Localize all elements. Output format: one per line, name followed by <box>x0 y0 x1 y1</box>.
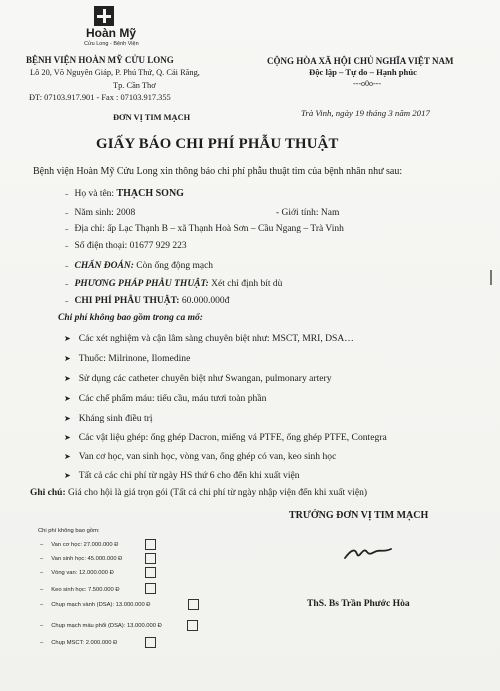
price-list-item: – Chụp mạch máu phổi (DSA): 13.000.000 Đ <box>40 623 162 629</box>
bullet-dash-icon: – <box>65 242 69 250</box>
price-checkbox[interactable] <box>187 620 198 631</box>
hospital-address-line1: Lô 20, Võ Nguyên Giáp, P. Phú Thứ, Q. Cái Răng, <box>30 68 200 77</box>
price-checkbox[interactable] <box>145 637 156 648</box>
method-row <box>65 279 282 289</box>
bullet-dash-icon: – <box>65 262 69 270</box>
patient-name-label: Họ và tên: <box>74 189 115 199</box>
excluded-item: ➤ Các chế phẩm máu: tiểu cầu, máu tươi toàn phần <box>64 393 267 404</box>
hospital-logo-icon <box>94 6 114 26</box>
patient-birth: Năm sinh: 2008 <box>74 208 136 218</box>
arrow-bullet-icon: ➤ <box>64 374 71 383</box>
excluded-item: ➤ Sử dụng các catheter chuyên biệt như Swangan, pulmonary artery <box>64 373 332 384</box>
patient-name-value: THẠCH SONG <box>116 188 184 199</box>
excluded-item: ➤ Thuốc: Milrinone, Ilomedine <box>64 353 191 364</box>
department-name: ĐƠN VỊ TIM MẠCH <box>113 113 191 122</box>
hospital-name: BỆNH VIỆN HOÀN MỸ CỬU LONG <box>26 55 174 65</box>
diagnosis-value: Còn ống động mạch <box>136 261 214 271</box>
cost-row <box>65 296 229 306</box>
arrow-bullet-icon: ➤ <box>64 334 71 343</box>
note-label: Ghi chú: <box>30 488 66 498</box>
republic-heading: CỘNG HÒA XÃ HỘI CHỦ NGHĨA VIỆT NAM <box>267 56 454 66</box>
logo-subtitle: Cửu Long - Bệnh Viện <box>84 41 139 47</box>
excluded-item: ➤ Các xét nghiệm và cận lâm sàng chuyên biệt như: MSCT, MRI, DSA… <box>64 333 354 344</box>
excluded-heading: Chi phí không bao gồm trong ca mổ: <box>58 313 203 323</box>
cost-label: CHI PHÍ PHẪU THUẬT: <box>74 296 180 306</box>
price-checkbox[interactable] <box>145 539 156 550</box>
signature-title: TRƯỞNG ĐƠN VỊ TIM MẠCH <box>289 510 429 521</box>
motto-separator: ---o0o--- <box>353 79 381 88</box>
document-title: GIẤY BÁO CHI PHÍ PHẪU THUẬT <box>96 136 339 152</box>
bullet-dash-icon: – <box>65 209 69 217</box>
patient-birth-row <box>65 208 135 218</box>
excluded-item: ➤ Kháng sinh điều trị <box>64 413 153 424</box>
diagnosis-row <box>65 261 213 271</box>
price-list-item: – Keo sinh học: 7.500.000 Đ <box>40 587 120 593</box>
arrow-bullet-icon: ➤ <box>64 433 71 442</box>
note-text: Giá cho hội là giá trọn gói (Tất cả chi phí từ ngày nhập viện đến khi xuất viện) <box>68 488 368 498</box>
arrow-bullet-icon: ➤ <box>64 394 71 403</box>
price-list-item: – Van sinh học: 45.000.000 Đ <box>40 556 123 562</box>
patient-address-row <box>65 224 344 234</box>
signatory-name: ThS. Bs Trần Phước Hòa <box>307 598 410 609</box>
arrow-bullet-icon: ➤ <box>64 471 71 480</box>
patient-phone: Số điện thoại: 01677 929 223 <box>74 241 187 251</box>
document-date: Trà Vinh, ngày 19 tháng 3 năm 2017 <box>301 108 430 118</box>
price-checkbox[interactable] <box>145 553 156 564</box>
note-row <box>30 488 367 498</box>
arrow-bullet-icon: ➤ <box>64 452 71 461</box>
method-label: PHƯƠNG PHÁP PHẪU THUẬT: <box>74 279 209 289</box>
patient-name-row <box>65 188 184 199</box>
arrow-bullet-icon: ➤ <box>64 354 71 363</box>
hospital-phone-fax: ĐT: 07103.917.901 - Fax : 07103.917.355 <box>29 93 171 102</box>
handwritten-signature <box>343 540 393 566</box>
logo-name: Hoàn Mỹ <box>86 26 137 40</box>
price-list-heading: Chi phí không bao gồm: <box>38 528 100 534</box>
method-value: Xét chỉ định bít dù <box>211 279 283 289</box>
price-checkbox[interactable] <box>188 599 199 610</box>
excluded-item: ➤ Van cơ học, van sinh học, vòng van, ống ghép có van, keo sinh học <box>64 451 337 462</box>
price-checkbox[interactable] <box>145 567 156 578</box>
price-checkbox[interactable] <box>145 583 156 594</box>
national-motto: Độc lập – Tự do – Hạnh phúc <box>309 67 417 77</box>
bullet-dash-icon: – <box>65 297 69 305</box>
price-list-item: – Van cơ học: 27.000.000 Đ <box>40 542 119 548</box>
excluded-item: ➤ Tất cả các chi phí từ ngày HS thứ 6 cho đến khi xuất viện <box>64 470 300 481</box>
price-list-item: – Vòng van: 12.000.000 Đ <box>40 570 114 576</box>
price-list-item: – Chụp MSCT: 2.000.000 Đ <box>40 640 118 646</box>
arrow-bullet-icon: ➤ <box>64 414 71 423</box>
intro-text: Bệnh viện Hoàn Mỹ Cửu Long xin thông báo chi phí phẫu thuật tim của bệnh nhân như sau: <box>33 166 403 177</box>
scan-edge-mark <box>490 270 492 285</box>
patient-phone-row <box>65 241 187 251</box>
patient-gender: - Giới tính: Nam <box>276 208 340 218</box>
excluded-item: ➤ Các vật liệu ghép: ống ghép Dacron, miếng vá PTFE, ống ghép PTFE, Contegra <box>64 432 387 443</box>
hospital-address-line2: Tp. Cần Thơ <box>113 81 156 90</box>
bullet-dash-icon: – <box>65 190 69 198</box>
bullet-dash-icon: – <box>65 280 69 288</box>
cost-value: 60.000.000đ <box>181 296 230 306</box>
bullet-dash-icon: – <box>65 225 69 233</box>
price-list-item: – Chụp mạch vành (DSA): 13.000.000 Đ <box>40 602 151 608</box>
diagnosis-label: CHẨN ĐOÁN: <box>74 261 134 271</box>
patient-address: Địa chỉ: ấp Lạc Thạnh B – xã Thạnh Hoà Sơn – Cầu Ngang – Trà Vinh <box>74 224 344 234</box>
